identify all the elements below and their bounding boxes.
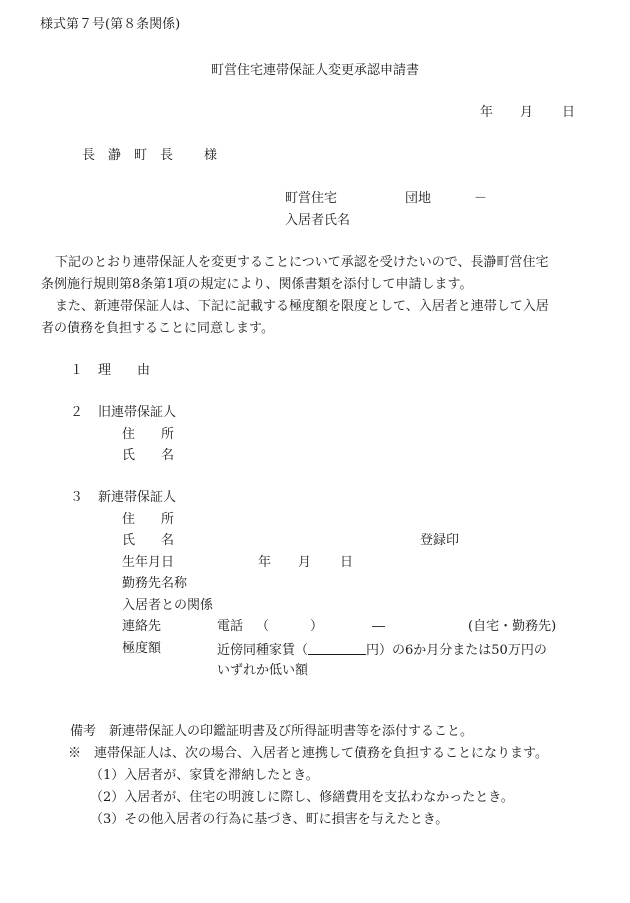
limit-text xyxy=(217,642,547,657)
remark: 備考 新連帯保証人の印鑑証明書及び所得証明書等を添付すること。 xyxy=(70,724,474,739)
phone-close-paren: ） xyxy=(310,619,324,634)
section-label: 新連帯保証人 xyxy=(98,490,177,505)
limit-text-line2: いずれか低い額 xyxy=(217,663,309,678)
birth-month: 月 xyxy=(298,555,312,570)
danchi-label: 団地 xyxy=(405,191,432,206)
housing-label: 町営住宅 xyxy=(285,191,338,206)
phone-dash: ― xyxy=(372,619,385,634)
note-item-3: （3）その他入居者の行為に基づき、町に損害を与えたとき。 xyxy=(90,812,449,827)
section-number: ２ xyxy=(70,405,84,420)
para2-line1: また、新連帯保証人は、下記に記載する極度額を限度として、入居者と連帯して入居 xyxy=(55,299,549,314)
old-address-label: 住 所 xyxy=(122,427,175,442)
form-number: 様式第７号(第８条関係) xyxy=(40,17,181,32)
phone-label: 電話 xyxy=(217,619,244,634)
resident-name-label: 入居者氏名 xyxy=(285,213,351,228)
relation-label: 入居者との関係 xyxy=(122,598,214,613)
new-name-label: 氏 名 xyxy=(122,533,175,548)
limit-text-prefix: 近傍同種家賃（ xyxy=(217,643,309,658)
employer-label: 勤務先名称 xyxy=(122,576,188,591)
para1-line1: 下記のとおり連帯保証人を変更することについて承認を受けたいので、長瀞町営住宅 xyxy=(55,255,549,270)
contact-label: 連絡先 xyxy=(122,619,162,634)
date-day: 日 xyxy=(562,105,576,120)
addressee-honorific: 様 xyxy=(204,148,218,163)
old-name-label: 氏 名 xyxy=(122,448,175,463)
new-address-label: 住 所 xyxy=(122,512,175,527)
birth-year: 年 xyxy=(258,555,272,570)
note-item-1: （1）入居者が、家賃を滞納したとき。 xyxy=(90,768,319,783)
amount-blank-line xyxy=(308,642,366,655)
limit-text-suffix: 円）の6か月分または50万円の xyxy=(366,643,547,658)
note-item-2: （2）入居者が、住宅の明渡しに際し、修繕費用を支払わなかったとき。 xyxy=(90,790,514,805)
section-number: １ xyxy=(70,363,84,378)
phone-open-paren: （ xyxy=(256,619,270,634)
asterisk-note: ※ 連帯保証人は、次の場合、入居者と連携して債務を負担することになります。 xyxy=(68,746,548,761)
seal-label: 登録印 xyxy=(420,533,460,548)
date-year: 年 xyxy=(480,105,494,120)
section-label: 旧連帯保証人 xyxy=(98,405,177,420)
para1-line2: 条例施行規則第8条第1項の規定により、関係書類を添付して申請します。 xyxy=(41,277,473,292)
section-label: 理 由 xyxy=(98,363,151,378)
section-number: ３ xyxy=(70,490,84,505)
para2-line2: 者の債務を負担することに同意します。 xyxy=(41,321,274,336)
limit-label: 極度額 xyxy=(122,641,162,656)
addressee-name: 長 瀞 町 長 xyxy=(82,148,174,163)
date-month: 月 xyxy=(520,105,534,120)
danchi-dash: － xyxy=(474,191,488,206)
birth-label: 生年月日 xyxy=(122,555,175,570)
page-title: 町営住宅連帯保証人変更承認申請書 xyxy=(210,63,419,78)
birth-day: 日 xyxy=(340,555,354,570)
phone-type: (自宅・勤務先) xyxy=(468,619,557,634)
